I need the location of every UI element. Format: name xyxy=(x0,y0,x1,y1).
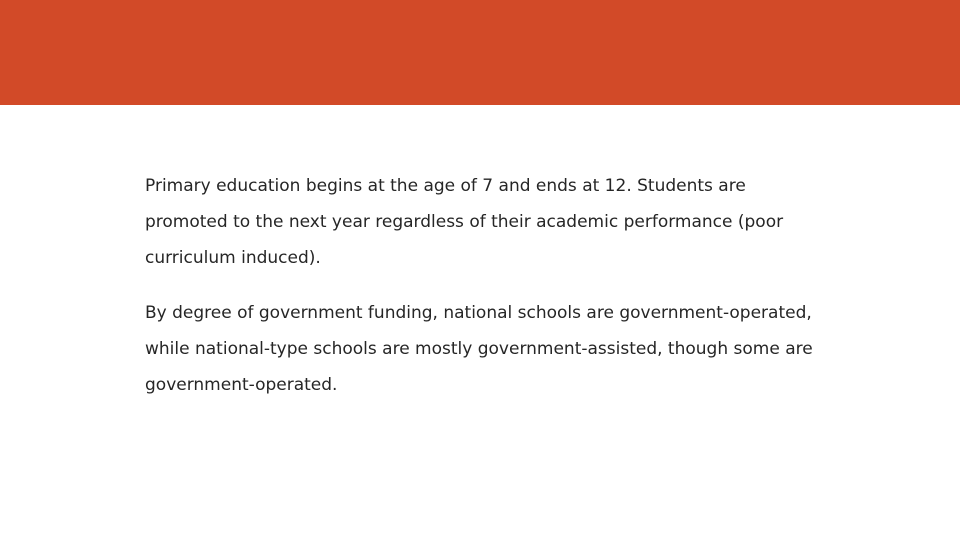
paragraph-primary-education: Primary education begins at the age of 7 and ends at 12. Students are promoted to the next year regardless of their academic performance (poor curriculum induced). xyxy=(145,176,784,268)
header-band xyxy=(0,0,960,105)
paragraph-government-funding: By degree of government funding, national schools are government-operated, while national-type schools are mostly government-assisted, though some are government-operated. xyxy=(145,303,813,395)
slide-body xyxy=(145,168,825,422)
